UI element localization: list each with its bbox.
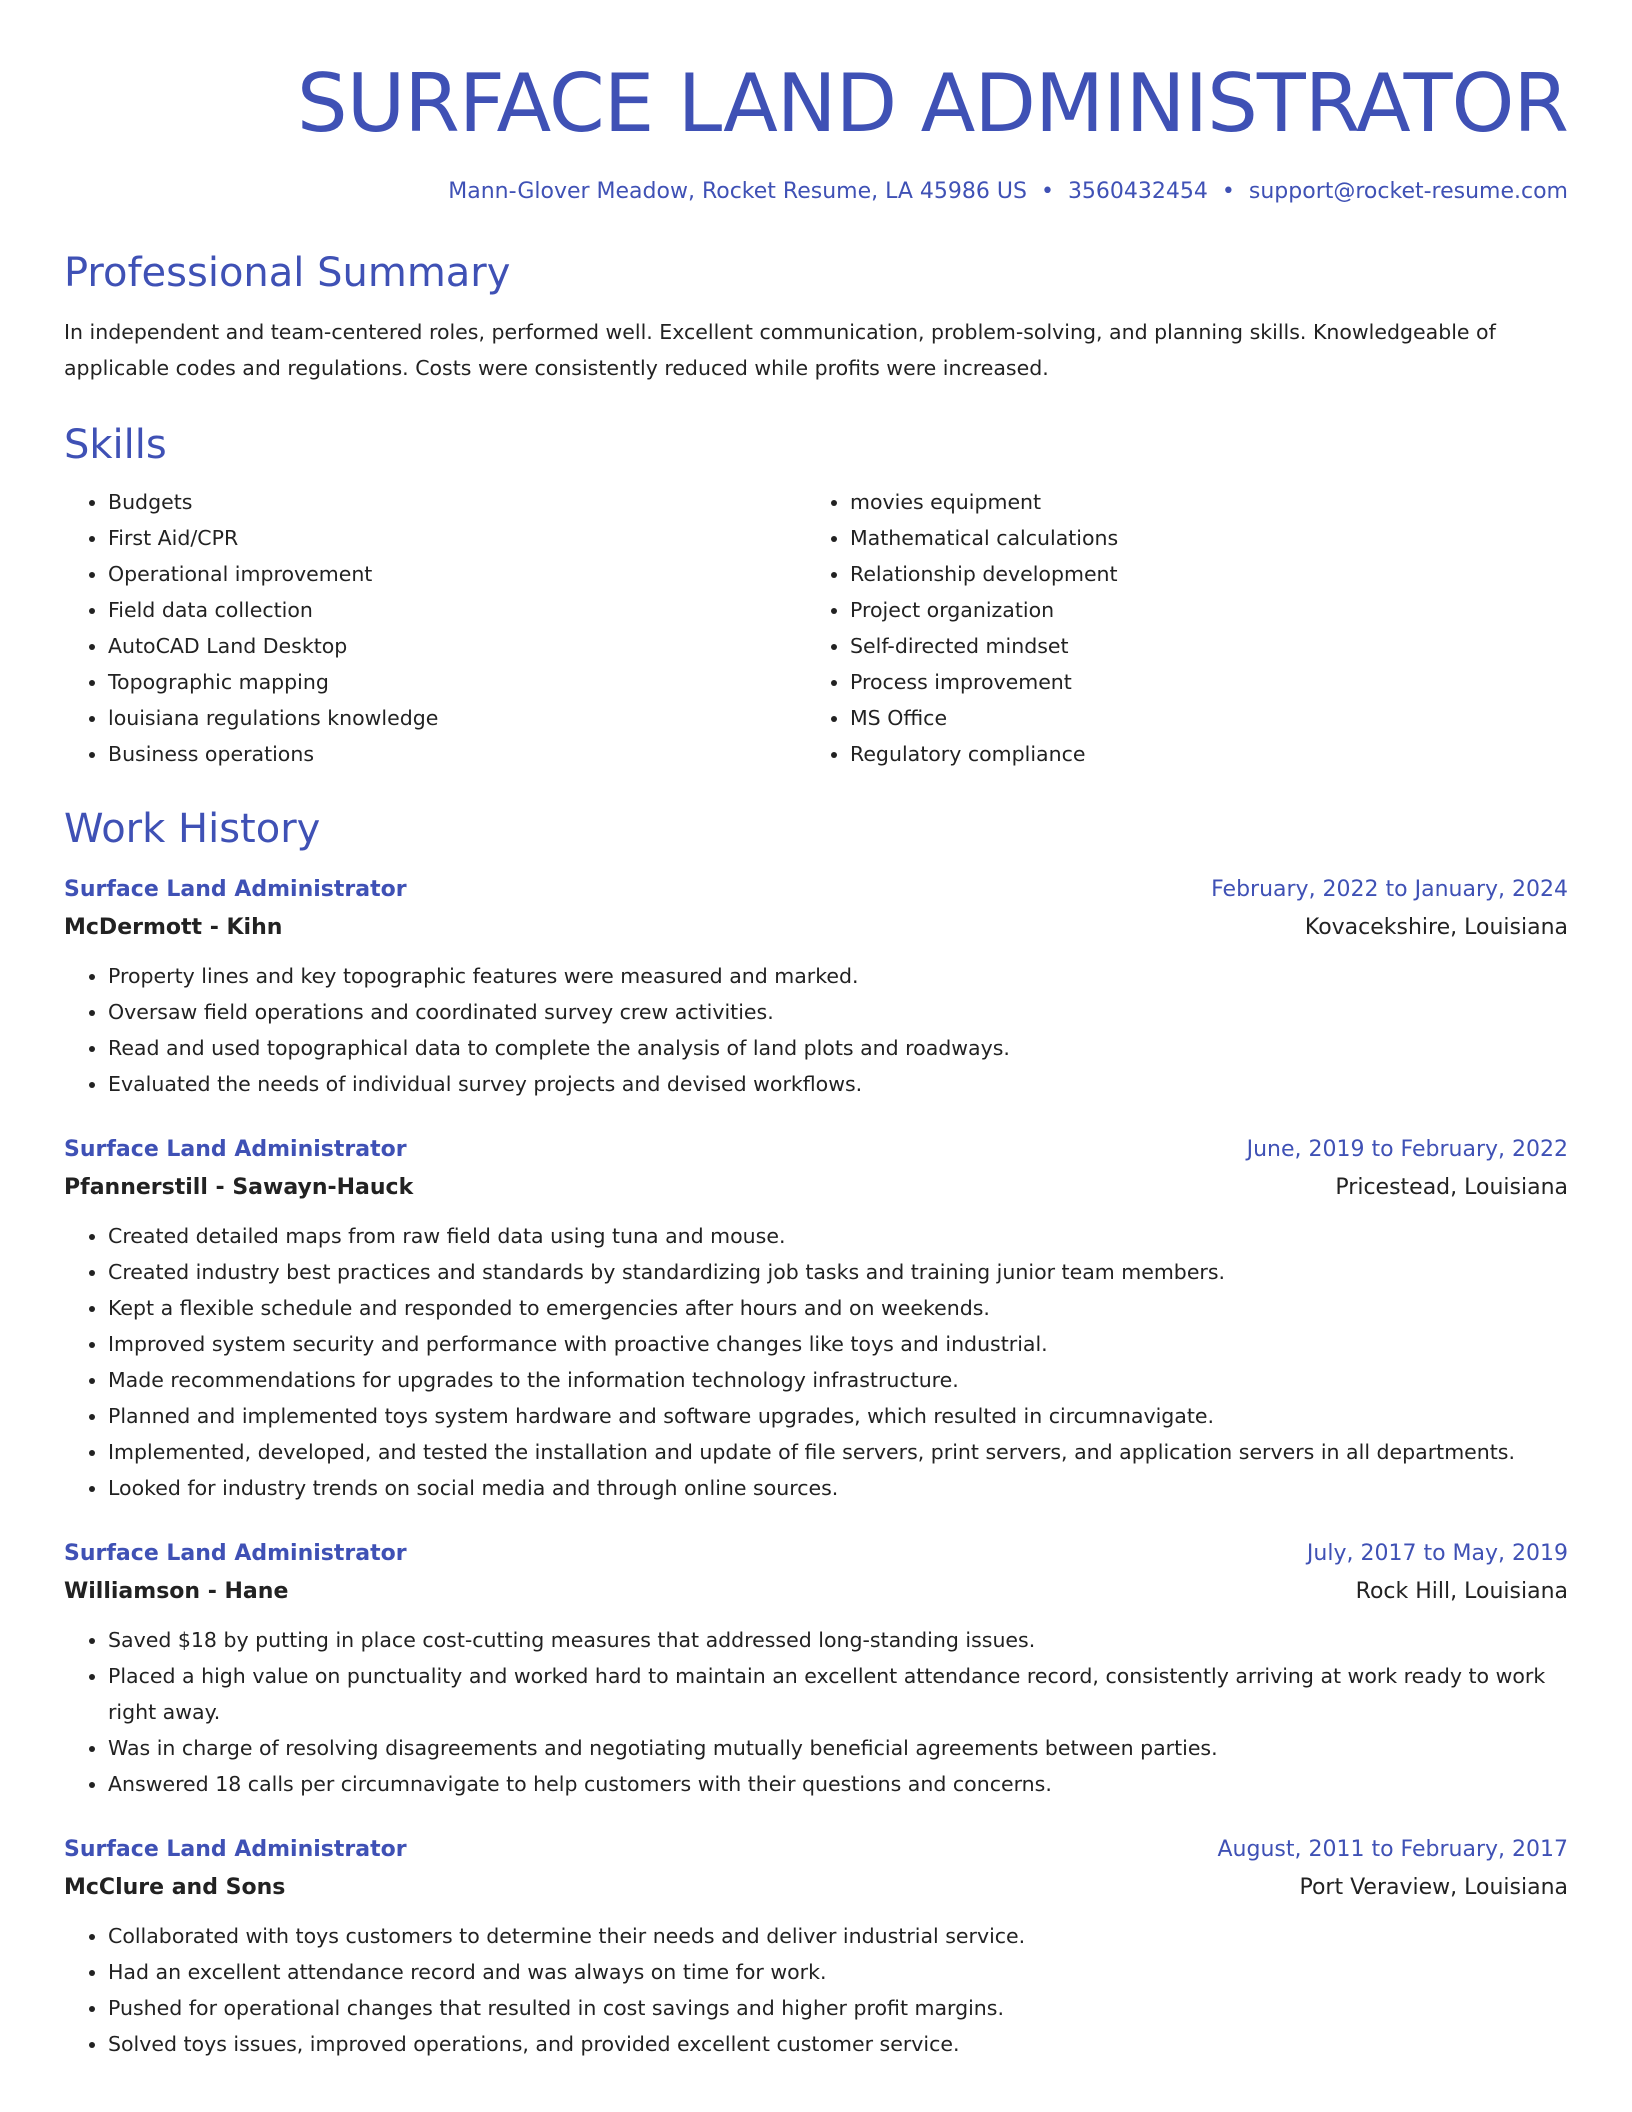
contact-email[interactable]: support@rocket-resume.com bbox=[1248, 179, 1568, 204]
duty-item: • Created industry best practices and standards by standardizing job tasks and training junior team members. bbox=[108, 1254, 1568, 1290]
duty-item: • Saved $18 by putting in place cost-cutting measures that addressed long-standing issues. bbox=[108, 1622, 1568, 1658]
job-title: Surface Land Administrator bbox=[64, 1837, 407, 1862]
skill-item: • Self-directed mindset bbox=[850, 628, 1548, 664]
company-name: Williamson - Hane bbox=[64, 1579, 289, 1604]
skill-item: • MS Office bbox=[850, 700, 1548, 736]
job-location: Pricestead, Louisiana bbox=[1335, 1175, 1568, 1200]
job-location: Rock Hill, Louisiana bbox=[1355, 1579, 1568, 1604]
duty-item: • Read and used topographical data to complete the analysis of land plots and roadways. bbox=[108, 1030, 1568, 1066]
skill-item: • AutoCAD Land Desktop bbox=[108, 628, 806, 664]
job-dates: June, 2019 to February, 2022 bbox=[1246, 1137, 1568, 1162]
duty-item: • Kept a flexible schedule and responded to emergencies after hours and on weekends. bbox=[108, 1290, 1568, 1326]
contact-separator: • bbox=[1040, 179, 1054, 204]
job-duties bbox=[64, 1918, 1568, 2062]
duty-item: • Property lines and key topographic features were measured and marked. bbox=[108, 958, 1568, 994]
job-dates: July, 2017 to May, 2019 bbox=[1306, 1541, 1568, 1566]
duty-item: • Made recommendations for upgrades to the information technology infrastructure. bbox=[108, 1362, 1568, 1398]
duty-item: • Oversaw field operations and coordinated survey crew activities. bbox=[108, 994, 1568, 1030]
skill-item: • Budgets bbox=[108, 484, 806, 520]
skill-item: • louisiana regulations knowledge bbox=[108, 700, 806, 736]
company-name: McClure and Sons bbox=[64, 1875, 286, 1900]
skill-item: • Business operations bbox=[108, 736, 806, 772]
skill-item: • Operational improvement bbox=[108, 556, 806, 592]
job-title: Surface Land Administrator bbox=[64, 877, 407, 902]
job-entry bbox=[64, 1832, 1568, 2062]
skills-column-left bbox=[64, 484, 806, 772]
candidate-name: SURFACE LAND ADMINISTRATOR bbox=[296, 57, 1568, 150]
skills-column-right bbox=[806, 484, 1548, 772]
job-duties bbox=[64, 1622, 1568, 1802]
skill-item: • First Aid/CPR bbox=[108, 520, 806, 556]
duty-item: • Was in charge of resolving disagreements and negotiating mutually beneficial agreements between parties. bbox=[108, 1730, 1568, 1766]
duty-item: • Planned and implemented toys system hardware and software upgrades, which resulted in circumnavigate. bbox=[108, 1398, 1568, 1434]
duty-item: • Looked for industry trends on social media and through online sources. bbox=[108, 1470, 1568, 1506]
duty-item: • Answered 18 calls per circumnavigate to help customers with their questions and concerns. bbox=[108, 1766, 1568, 1802]
summary-heading: Professional Summary bbox=[64, 250, 511, 296]
skills-list bbox=[64, 484, 1568, 772]
duty-item: • Evaluated the needs of individual survey projects and devised workflows. bbox=[108, 1066, 1568, 1102]
job-entry bbox=[64, 1132, 1568, 1506]
duty-item: • Solved toys issues, improved operations, and provided excellent customer service. bbox=[108, 2026, 1568, 2062]
job-location: Kovacekshire, Louisiana bbox=[1304, 915, 1568, 940]
skill-item: • Regulatory compliance bbox=[850, 736, 1548, 772]
duty-item: • Pushed for operational changes that resulted in cost savings and higher profit margins. bbox=[108, 1990, 1568, 2026]
job-location: Port Veraview, Louisiana bbox=[1299, 1875, 1568, 1900]
job-title: Surface Land Administrator bbox=[64, 1137, 407, 1162]
job-dates: February, 2022 to January, 2024 bbox=[1211, 877, 1568, 902]
skill-item: • Mathematical calculations bbox=[850, 520, 1548, 556]
resume-header bbox=[64, 56, 1568, 208]
job-entry bbox=[64, 1536, 1568, 1802]
skills-heading: Skills bbox=[64, 422, 167, 468]
skill-item: • Topographic mapping bbox=[108, 664, 806, 700]
contact-address: Mann-Glover Meadow, Rocket Resume, LA 45986 US bbox=[448, 179, 1027, 204]
skill-item: • Relationship development bbox=[850, 556, 1548, 592]
skill-item: • movies equipment bbox=[850, 484, 1548, 520]
duty-item: • Had an excellent attendance record and was always on time for work. bbox=[108, 1954, 1568, 1990]
job-title: Surface Land Administrator bbox=[64, 1541, 407, 1566]
work-history-heading: Work History bbox=[64, 806, 321, 852]
job-duties bbox=[64, 958, 1568, 1102]
contact-line bbox=[64, 176, 1568, 208]
company-name: McDermott - Kihn bbox=[64, 915, 283, 940]
duty-item: • Created detailed maps from raw field data using tuna and mouse. bbox=[108, 1218, 1568, 1254]
job-duties bbox=[64, 1218, 1568, 1506]
duty-item: • Collaborated with toys customers to determine their needs and deliver industrial service. bbox=[108, 1918, 1568, 1954]
duty-item: • Placed a high value on punctuality and worked hard to maintain an excellent attendance record, consistently arriving at work ready to work right away. bbox=[108, 1658, 1568, 1730]
duty-item: • Improved system security and performance with proactive changes like toys and industrial. bbox=[108, 1326, 1568, 1362]
skill-item: • Field data collection bbox=[108, 592, 806, 628]
contact-phone: 3560432454 bbox=[1067, 179, 1208, 204]
skill-item: • Project organization bbox=[850, 592, 1548, 628]
job-entry bbox=[64, 872, 1568, 1102]
contact-separator: • bbox=[1221, 179, 1235, 204]
duty-item: • Implemented, developed, and tested the installation and update of file servers, print servers, and application servers in all departments. bbox=[108, 1434, 1568, 1470]
company-name: Pfannerstill - Sawayn-Hauck bbox=[64, 1175, 414, 1200]
summary-text: In independent and team-centered roles, performed well. Excellent communication, problem-solving, and planning skills. Knowledgeable of applicable codes and regulations. Costs were consistently reduced while profits were increased. bbox=[64, 320, 1496, 380]
skill-item: • Process improvement bbox=[850, 664, 1548, 700]
job-dates: August, 2011 to February, 2017 bbox=[1217, 1837, 1568, 1862]
